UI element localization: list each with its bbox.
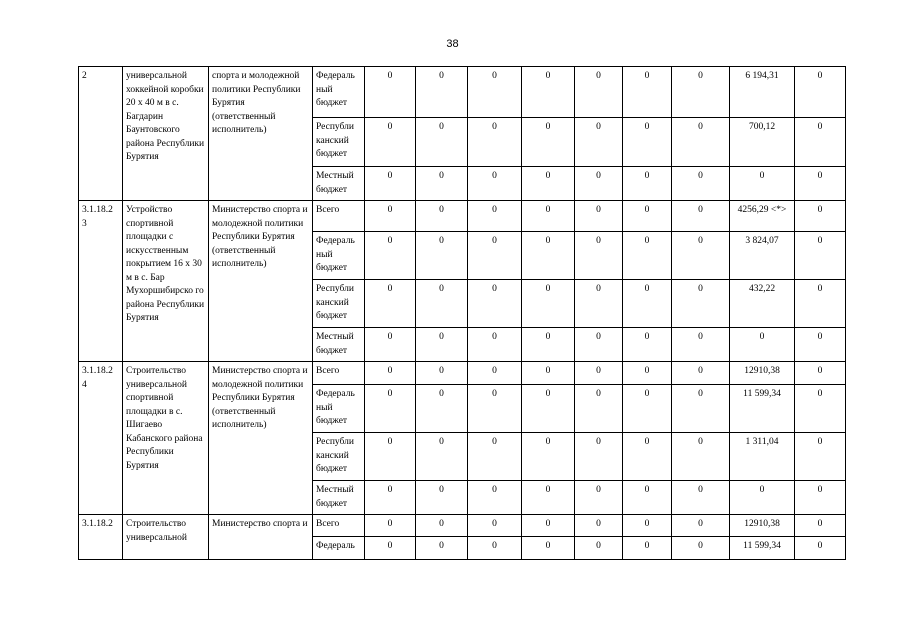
value-cell: 0 — [672, 433, 730, 481]
value-cell: 0 — [365, 385, 416, 433]
value-cell: 0 — [795, 167, 846, 201]
value-cell: 0 — [795, 67, 846, 118]
value-cell: 0 — [672, 201, 730, 232]
funding-source-cell: Местный бюджет — [313, 481, 365, 515]
value-cell: 0 — [468, 118, 522, 167]
value-cell: 0 — [468, 232, 522, 280]
value-cell: 0 — [795, 201, 846, 232]
value-cell: 0 — [672, 328, 730, 362]
value-cell: 0 — [795, 362, 846, 385]
value-cell: 0 — [575, 118, 623, 167]
value-cell: 11 599,34 — [730, 385, 795, 433]
value-cell: 0 — [468, 385, 522, 433]
value-cell: 0 — [575, 481, 623, 515]
value-cell: 0 — [416, 118, 468, 167]
value-cell: 0 — [365, 280, 416, 328]
value-cell: 0 — [365, 515, 416, 537]
value-cell: 0 — [522, 67, 575, 118]
value-cell: 0 — [416, 201, 468, 232]
value-cell: 0 — [730, 328, 795, 362]
executor-cell: Министерство спорта и молодежной политики Республики Бурятия (ответственный исполнитель) — [209, 201, 313, 362]
value-cell: 0 — [795, 537, 846, 560]
funding-source-cell: Местный бюджет — [313, 328, 365, 362]
value-cell: 0 — [416, 328, 468, 362]
funding-source-cell: Федераль ный бюджет — [313, 232, 365, 280]
value-cell: 1 311,04 — [730, 433, 795, 481]
value-cell: 0 — [575, 67, 623, 118]
value-cell: 0 — [468, 433, 522, 481]
value-cell: 0 — [623, 537, 672, 560]
value-cell: 0 — [522, 328, 575, 362]
value-cell: 0 — [575, 201, 623, 232]
funding-source-cell: Республи канский бюджет — [313, 433, 365, 481]
value-cell: 0 — [365, 537, 416, 560]
value-cell: 0 — [575, 515, 623, 537]
value-cell: 0 — [623, 280, 672, 328]
budget-table — [78, 66, 846, 560]
measure-name-cell: Строительство универсальной спортивной площадки в с. Шигаево Кабанского района Республики Бурятия — [123, 362, 209, 515]
value-cell: 0 — [575, 385, 623, 433]
value-cell: 0 — [623, 481, 672, 515]
value-cell: 0 — [416, 67, 468, 118]
value-cell: 0 — [575, 280, 623, 328]
value-cell: 0 — [672, 67, 730, 118]
value-cell: 0 — [575, 232, 623, 280]
value-cell: 0 — [522, 280, 575, 328]
value-cell: 0 — [468, 167, 522, 201]
funding-source-cell: Федераль ный бюджет — [313, 67, 365, 118]
value-cell: 0 — [730, 481, 795, 515]
funding-source-cell: Всего — [313, 362, 365, 385]
value-cell: 0 — [416, 385, 468, 433]
value-cell: 0 — [522, 362, 575, 385]
value-cell: 0 — [672, 280, 730, 328]
value-cell: 0 — [522, 201, 575, 232]
value-cell: 0 — [575, 537, 623, 560]
value-cell: 0 — [522, 118, 575, 167]
value-cell: 0 — [623, 328, 672, 362]
value-cell: 0 — [795, 433, 846, 481]
value-cell: 0 — [672, 167, 730, 201]
row-code-cell: 3.1.18.2 3 — [79, 201, 123, 362]
table-row — [79, 67, 846, 118]
value-cell: 0 — [365, 118, 416, 167]
value-cell: 0 — [468, 481, 522, 515]
value-cell: 0 — [623, 362, 672, 385]
value-cell: 0 — [468, 362, 522, 385]
value-cell: 0 — [623, 118, 672, 167]
funding-source-cell: Всего — [313, 515, 365, 537]
funding-source-cell: Всего — [313, 201, 365, 232]
value-cell: 432,22 — [730, 280, 795, 328]
value-cell: 0 — [795, 328, 846, 362]
value-cell: 0 — [623, 433, 672, 481]
value-cell: 0 — [416, 537, 468, 560]
table-row — [79, 201, 846, 232]
value-cell: 700,12 — [730, 118, 795, 167]
value-cell: 11 599,34 — [730, 537, 795, 560]
table-body — [79, 67, 846, 560]
value-cell: 0 — [672, 362, 730, 385]
value-cell: 0 — [672, 515, 730, 537]
value-cell: 0 — [522, 167, 575, 201]
value-cell: 0 — [416, 167, 468, 201]
row-code-cell: 3.1.18.2 4 — [79, 362, 123, 515]
value-cell: 0 — [522, 385, 575, 433]
value-cell: 0 — [623, 385, 672, 433]
value-cell: 0 — [672, 385, 730, 433]
value-cell: 0 — [365, 167, 416, 201]
value-cell: 0 — [416, 362, 468, 385]
value-cell: 0 — [522, 537, 575, 560]
value-cell: 0 — [575, 167, 623, 201]
value-cell: 0 — [623, 67, 672, 118]
value-cell: 0 — [416, 433, 468, 481]
value-cell: 0 — [365, 67, 416, 118]
value-cell: 0 — [795, 118, 846, 167]
value-cell: 0 — [795, 481, 846, 515]
value-cell: 0 — [416, 481, 468, 515]
measure-name-cell: Устройство спортивной площадки с искусственным покрытием 16 х 30 м в с. Бар Мухоршибирско го района Республики Бурятия — [123, 201, 209, 362]
value-cell: 0 — [416, 232, 468, 280]
funding-source-cell: Федераль ный бюджет — [313, 385, 365, 433]
value-cell: 0 — [468, 67, 522, 118]
value-cell: 0 — [730, 167, 795, 201]
value-cell: 0 — [575, 328, 623, 362]
value-cell: 0 — [672, 118, 730, 167]
value-cell: 12910,38 — [730, 362, 795, 385]
value-cell: 0 — [672, 537, 730, 560]
table-row — [79, 515, 846, 537]
funding-source-cell: Местный бюджет — [313, 167, 365, 201]
executor-cell: спорта и молодежной политики Республики Бурятия (ответственный исполнитель) — [209, 67, 313, 201]
row-code-cell: 3.1.18.2 — [79, 515, 123, 560]
measure-name-cell: Строительство универсальной — [123, 515, 209, 560]
value-cell: 0 — [795, 385, 846, 433]
value-cell: 12910,38 — [730, 515, 795, 537]
value-cell: 0 — [522, 515, 575, 537]
executor-cell: Министерство спорта и — [209, 515, 313, 560]
value-cell: 0 — [365, 362, 416, 385]
executor-cell: Министерство спорта и молодежной политики Республики Бурятия (ответственный исполнитель) — [209, 362, 313, 515]
measure-name-cell: универсальной хоккейной коробки 20 х 40 м в с. Багдарин Баунтовского района Республики Бурятия — [123, 67, 209, 201]
row-code-cell: 2 — [79, 67, 123, 201]
value-cell: 0 — [795, 515, 846, 537]
value-cell: 0 — [795, 232, 846, 280]
value-cell: 0 — [623, 201, 672, 232]
value-cell: 0 — [365, 433, 416, 481]
value-cell: 0 — [672, 232, 730, 280]
value-cell: 0 — [522, 232, 575, 280]
value-cell: 6 194,31 — [730, 67, 795, 118]
value-cell: 3 824,07 — [730, 232, 795, 280]
value-cell: 0 — [365, 328, 416, 362]
value-cell: 0 — [672, 481, 730, 515]
value-cell: 0 — [365, 201, 416, 232]
value-cell: 0 — [795, 280, 846, 328]
value-cell: 0 — [416, 280, 468, 328]
funding-source-cell: Республи канский бюджет — [313, 280, 365, 328]
value-cell: 0 — [522, 433, 575, 481]
page-number: 38 — [446, 38, 459, 50]
value-cell: 0 — [468, 280, 522, 328]
value-cell: 0 — [522, 481, 575, 515]
value-cell: 0 — [623, 515, 672, 537]
value-cell: 0 — [623, 167, 672, 201]
value-cell: 0 — [416, 515, 468, 537]
value-cell: 0 — [468, 515, 522, 537]
value-cell: 0 — [468, 328, 522, 362]
value-cell: 0 — [575, 433, 623, 481]
value-cell: 0 — [623, 232, 672, 280]
funding-source-cell: Республи канский бюджет — [313, 118, 365, 167]
value-cell: 0 — [468, 201, 522, 232]
funding-source-cell: Федераль — [313, 537, 365, 560]
table-row — [79, 362, 846, 385]
value-cell: 0 — [365, 232, 416, 280]
value-cell: 0 — [468, 537, 522, 560]
value-cell: 4256,29 <*> — [730, 201, 795, 232]
value-cell: 0 — [575, 362, 623, 385]
value-cell: 0 — [365, 481, 416, 515]
